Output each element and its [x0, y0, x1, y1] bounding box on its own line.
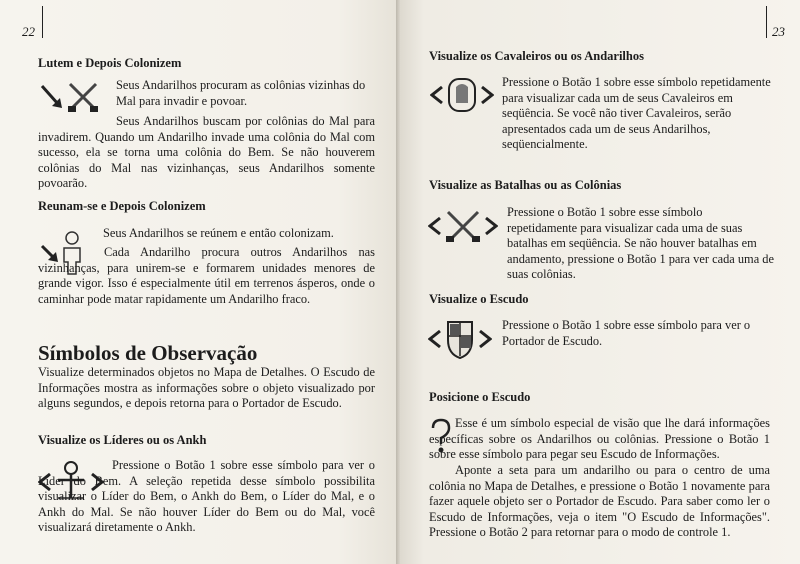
section-text: Visualize determinados objetos no Mapa de Detalhes. O Escudo de Informações mostra as informações sobre o objeto visualizado por alguns segundos, e depois retorna para o Portador de Escudo.: [38, 365, 375, 411]
page-number: 22: [22, 24, 35, 39]
section-heading: Posicione o Escudo: [429, 390, 531, 404]
section-text: Esse é um símbolo especial de visão que lhe dará informações específicas sobre os Andarilhos ou colônias. Pressione o Botão 1 sobre esse símbolo para pegar seu Escudo de Informações.: [429, 416, 770, 462]
section-heading: Lutem e Depois Colonizem: [38, 56, 182, 70]
page-rule: [766, 6, 767, 38]
left-page: [0, 0, 398, 564]
section-heading: Reunam-se e Depois Colonizem: [38, 199, 206, 213]
main-heading: Símbolos de Observação: [38, 341, 258, 365]
section-text: Seus Andarilhos buscam por colônias do Mal para invadirem. Quando um Andarilho invade uma colônia do Mal com sucesso, ela se torna uma colônia do Bem. Se não houverem colônias do Mal nas vizinhanças, seus Andarilhos somente povoarão.: [38, 114, 375, 191]
section-heading: Visualize os Líderes ou os Ankh: [38, 433, 207, 447]
swords-arrow-icon: [38, 78, 104, 116]
section-heading: Visualize as Batalhas ou as Colônias: [429, 178, 622, 192]
right-page: [400, 0, 800, 564]
battle-view-icon: [428, 206, 498, 246]
section-text: Cada Andarilho procura outros Andarilhos nas vizinhanças, para unirem-se e formarem unidades menores de grande vigor. Isso é especialmente útil em terrenos ásperos, onde o caminhar pode matar rapidamente um Andarilho fraco.: [38, 245, 375, 306]
knight-view-icon: [430, 75, 494, 115]
section-heading: Visualize o Escudo: [429, 292, 529, 306]
section-text: Aponte a seta para um andarilho ou para o centro de uma colônia no Mapa de Detalhes, e pressione o Botão 1 novamente para fazer aquele objeto ser o Portador de Escudo. Para saber como ler o Escudo de Informações, veja o item "O Escudo de Informações". Pressione o Botão 2 para retornar para o modo de controle 1.: [429, 463, 770, 540]
section-heading: Visualize os Cavaleiros ou os Andarilhos: [429, 49, 644, 63]
page-rule: [42, 6, 43, 38]
page-number: 23: [772, 24, 785, 39]
section-text: Pressione o Botão 1 sobre esse símbolo repetidamente para visualizar cada uma de suas batalhas em seqüência. Se não houver batalhas em andamento, pressione o Botão 1 para ver cada uma de suas colônias.: [507, 205, 774, 282]
section-text: Seus Andarilhos se reúnem e então colonizam.: [103, 226, 334, 240]
section-text: Seus Andarilhos procuram as colônias vizinhas do Mal para invadir e povoar.: [116, 78, 366, 108]
shield-view-icon: [428, 318, 492, 360]
section-text: Pressione o Botão 1 sobre esse símbolo repetidamente para visualizar cada um de seus Cavaleiros em seqüência. Se você não tiver Cavaleiros, serão apresentados cada um de seus Andarilhos, seqüencialmente.: [502, 75, 771, 152]
section-text: Pressione o Botão 1 sobre esse símbolo para ver o Líder do Bem. A seleção repetida desse símbolo possibilita visualizar o Líder do Bem, o Ankh do Bem, o Líder do Mal, e o Ankh do Mal. Se não houver Líder do Bem ou do Mal, você visualizará diretamente o Ankh.: [38, 458, 375, 535]
section-text: Pressione o Botão 1 sobre esse símbolo para ver o Portador de Escudo.: [502, 318, 751, 348]
